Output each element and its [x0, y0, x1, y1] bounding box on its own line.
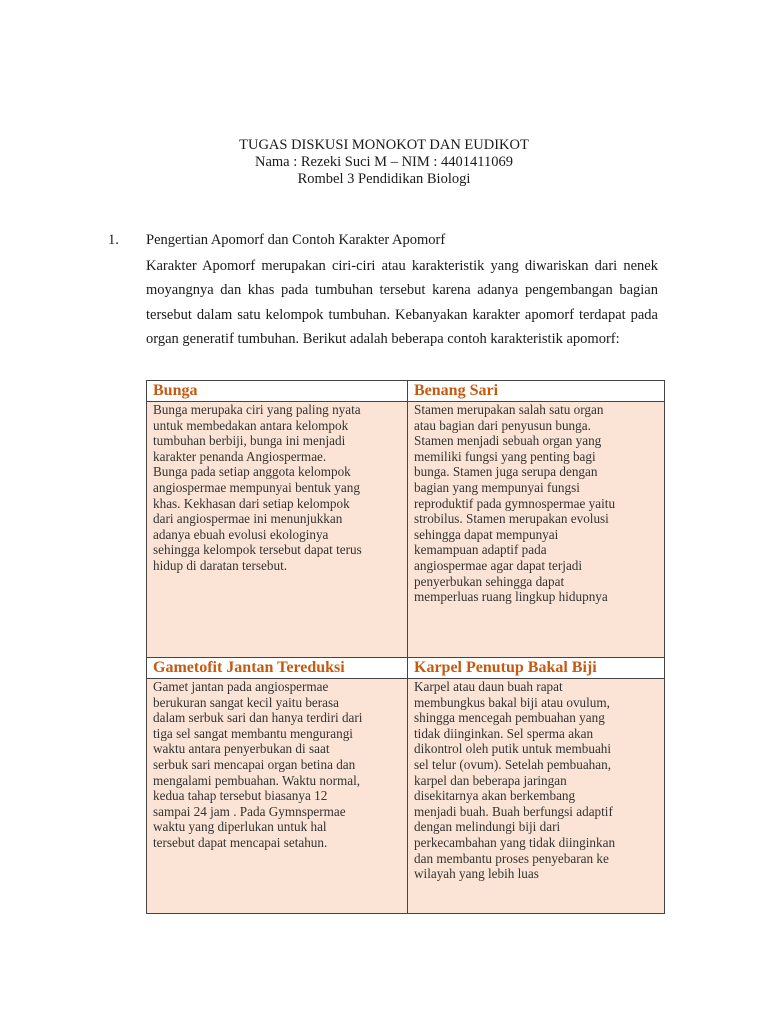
cell-text-line: kemampuan adaptif pada: [414, 542, 547, 558]
cell-text-line: hidup di daratan tersebut.: [153, 557, 288, 573]
cell-text-line: karakter penanda Angiospermae.: [153, 448, 327, 464]
cell-text-line: shingga mencegah pembuahan yang: [414, 710, 605, 726]
cell-text-line: waktu yang diperlukan untuk hal: [153, 819, 327, 835]
cell-text-line: memiliki fungsi yang penting bagi: [414, 448, 596, 464]
cell-text-line: bagian yang mempunyai fungsi: [414, 479, 580, 495]
section-paragraph: Karakter Apomorf merupakan ciri-ciri atau karakteristik yang diwariskan dari nenek moyangnya dan khas pada tumbuhan tersebut karena adanya pengembangan bagian tersebut dalam satu kelompok tumbuhan. Kebanyakan karakter apomorf terdapat pada organ generatif tumbuhan. Berikut adalah beberapa contoh karakteristik apomorf:: [146, 258, 658, 348]
section-number: 1.: [108, 232, 119, 248]
cell-text-line: bunga. Stamen juga serupa dengan: [414, 464, 598, 480]
cell-text-line: serbuk sari mencapai organ betina dan: [153, 756, 356, 772]
cell-body-gametofit: [147, 679, 408, 914]
cell-text-line: adanya ebuah evolusi ekologinya: [153, 526, 329, 542]
cell-text-line: dari angiospermae ini menunjukkan: [153, 511, 343, 527]
cell-text-line: tiga sel sangat membantu mengurangi: [153, 725, 353, 741]
cell-text-line: menjadi buah. Buah berfungsi adaptif: [414, 803, 613, 819]
cell-text-line: reproduktif pada gymnospermae yaitu: [414, 495, 616, 511]
cell-text-line: perkecambahan yang tidak diinginkan: [414, 834, 616, 850]
cell-text-line: Bunga merupaka ciri yang paling nyata: [153, 402, 361, 417]
cell-text-line: sehingga kelompok tersebut dapat terus: [153, 542, 362, 558]
cell-text-line: untuk membedakan antara kelompok: [153, 417, 349, 433]
cell-text-line: tersebut dapat mencapai setahun.: [153, 834, 328, 850]
section-heading: Pengertian Apomorf dan Contoh Karakter Apomorf: [146, 232, 446, 248]
document-title: TUGAS DISKUSI MONOKOT DAN EUDIKOT: [239, 137, 529, 153]
cell-text-line: dalam serbuk sari dan hanya terdiri dari: [153, 710, 363, 726]
cell-text-line: tumbuhan berbiji, bunga ini menjadi: [153, 433, 346, 449]
cell-text-line: Karpel atau daun buah rapat: [414, 679, 563, 694]
cell-title-karpel: Karpel Penutup Bakal Biji: [408, 658, 665, 679]
cell-text-line: disekitarnya akan berkembang: [414, 788, 576, 804]
class-info: Rombel 3 Pendidikan Biologi: [297, 171, 471, 187]
cell-text-line: Bunga pada setiap anggota kelompok: [153, 464, 351, 480]
cell-text-line: memperluas ruang lingkup hidupnya: [414, 589, 608, 605]
cell-text-line: dengan melindungi biji dari: [414, 819, 561, 835]
cell-text-line: angiospermae agar dapat terjadi: [414, 557, 583, 573]
cell-text-line: angiospermae mempunyai bentuk yang: [153, 479, 360, 495]
cell-title-benang-sari: Benang Sari: [408, 381, 665, 402]
cell-text-line: wilayah yang lebih luas: [414, 866, 539, 882]
cell-title-bunga: Bunga: [147, 381, 408, 402]
cell-text-line: strobilus. Stamen merupakan evolusi: [414, 511, 609, 527]
cell-body-bunga: [147, 402, 408, 658]
student-info: Nama : Rezeki Suci M – NIM : 4401411069: [254, 154, 513, 170]
cell-text-line: membungkus bakal biji atau ovulum,: [414, 694, 610, 710]
cell-text-line: penyerbukan sehingga dapat: [414, 573, 565, 589]
cell-body-karpel: [408, 679, 665, 914]
cell-text-line: Stamen merupakan salah satu organ: [414, 402, 604, 417]
cell-text-line: dikontrol oleh putik untuk membuahi: [414, 741, 612, 757]
cell-text-line: karpel dan beberapa jaringan: [414, 772, 567, 788]
document-header: [0, 137, 768, 188]
cell-text-line: sampai 24 jam . Pada Gymnspermae: [153, 803, 346, 819]
cell-text-line: atau bagian dari penyusun bunga.: [414, 417, 591, 433]
cell-text-line: waktu antara penyerbukan di saat: [153, 741, 330, 757]
cell-text-line: khas. Kekhasan dari setiap kelompok: [153, 495, 350, 511]
cell-text-line: Gamet jantan pada angiospermae: [153, 679, 329, 694]
apomorf-table: [146, 380, 665, 914]
cell-text-line: dan membantu proses penyebaran ke: [414, 850, 609, 866]
cell-text-line: sel telur (ovum). Setelah pembuahan,: [414, 756, 612, 772]
cell-title-gametofit: Gametofit Jantan Tereduksi: [147, 658, 408, 679]
cell-text-line: kedua tahap tersebut biasanya 12: [153, 788, 328, 804]
cell-text-line: berukuran sangat kecil yaitu berasa: [153, 694, 340, 710]
cell-body-benang-sari: [408, 402, 665, 658]
cell-text-line: tidak diinginkan. Sel sperma akan: [414, 725, 594, 741]
cell-text-line: Stamen menjadi sebuah organ yang: [414, 433, 602, 449]
cell-text-line: sehingga dapat mempunyai: [414, 526, 559, 542]
cell-text-line: mengalami pembuahan. Waktu normal,: [153, 772, 361, 788]
